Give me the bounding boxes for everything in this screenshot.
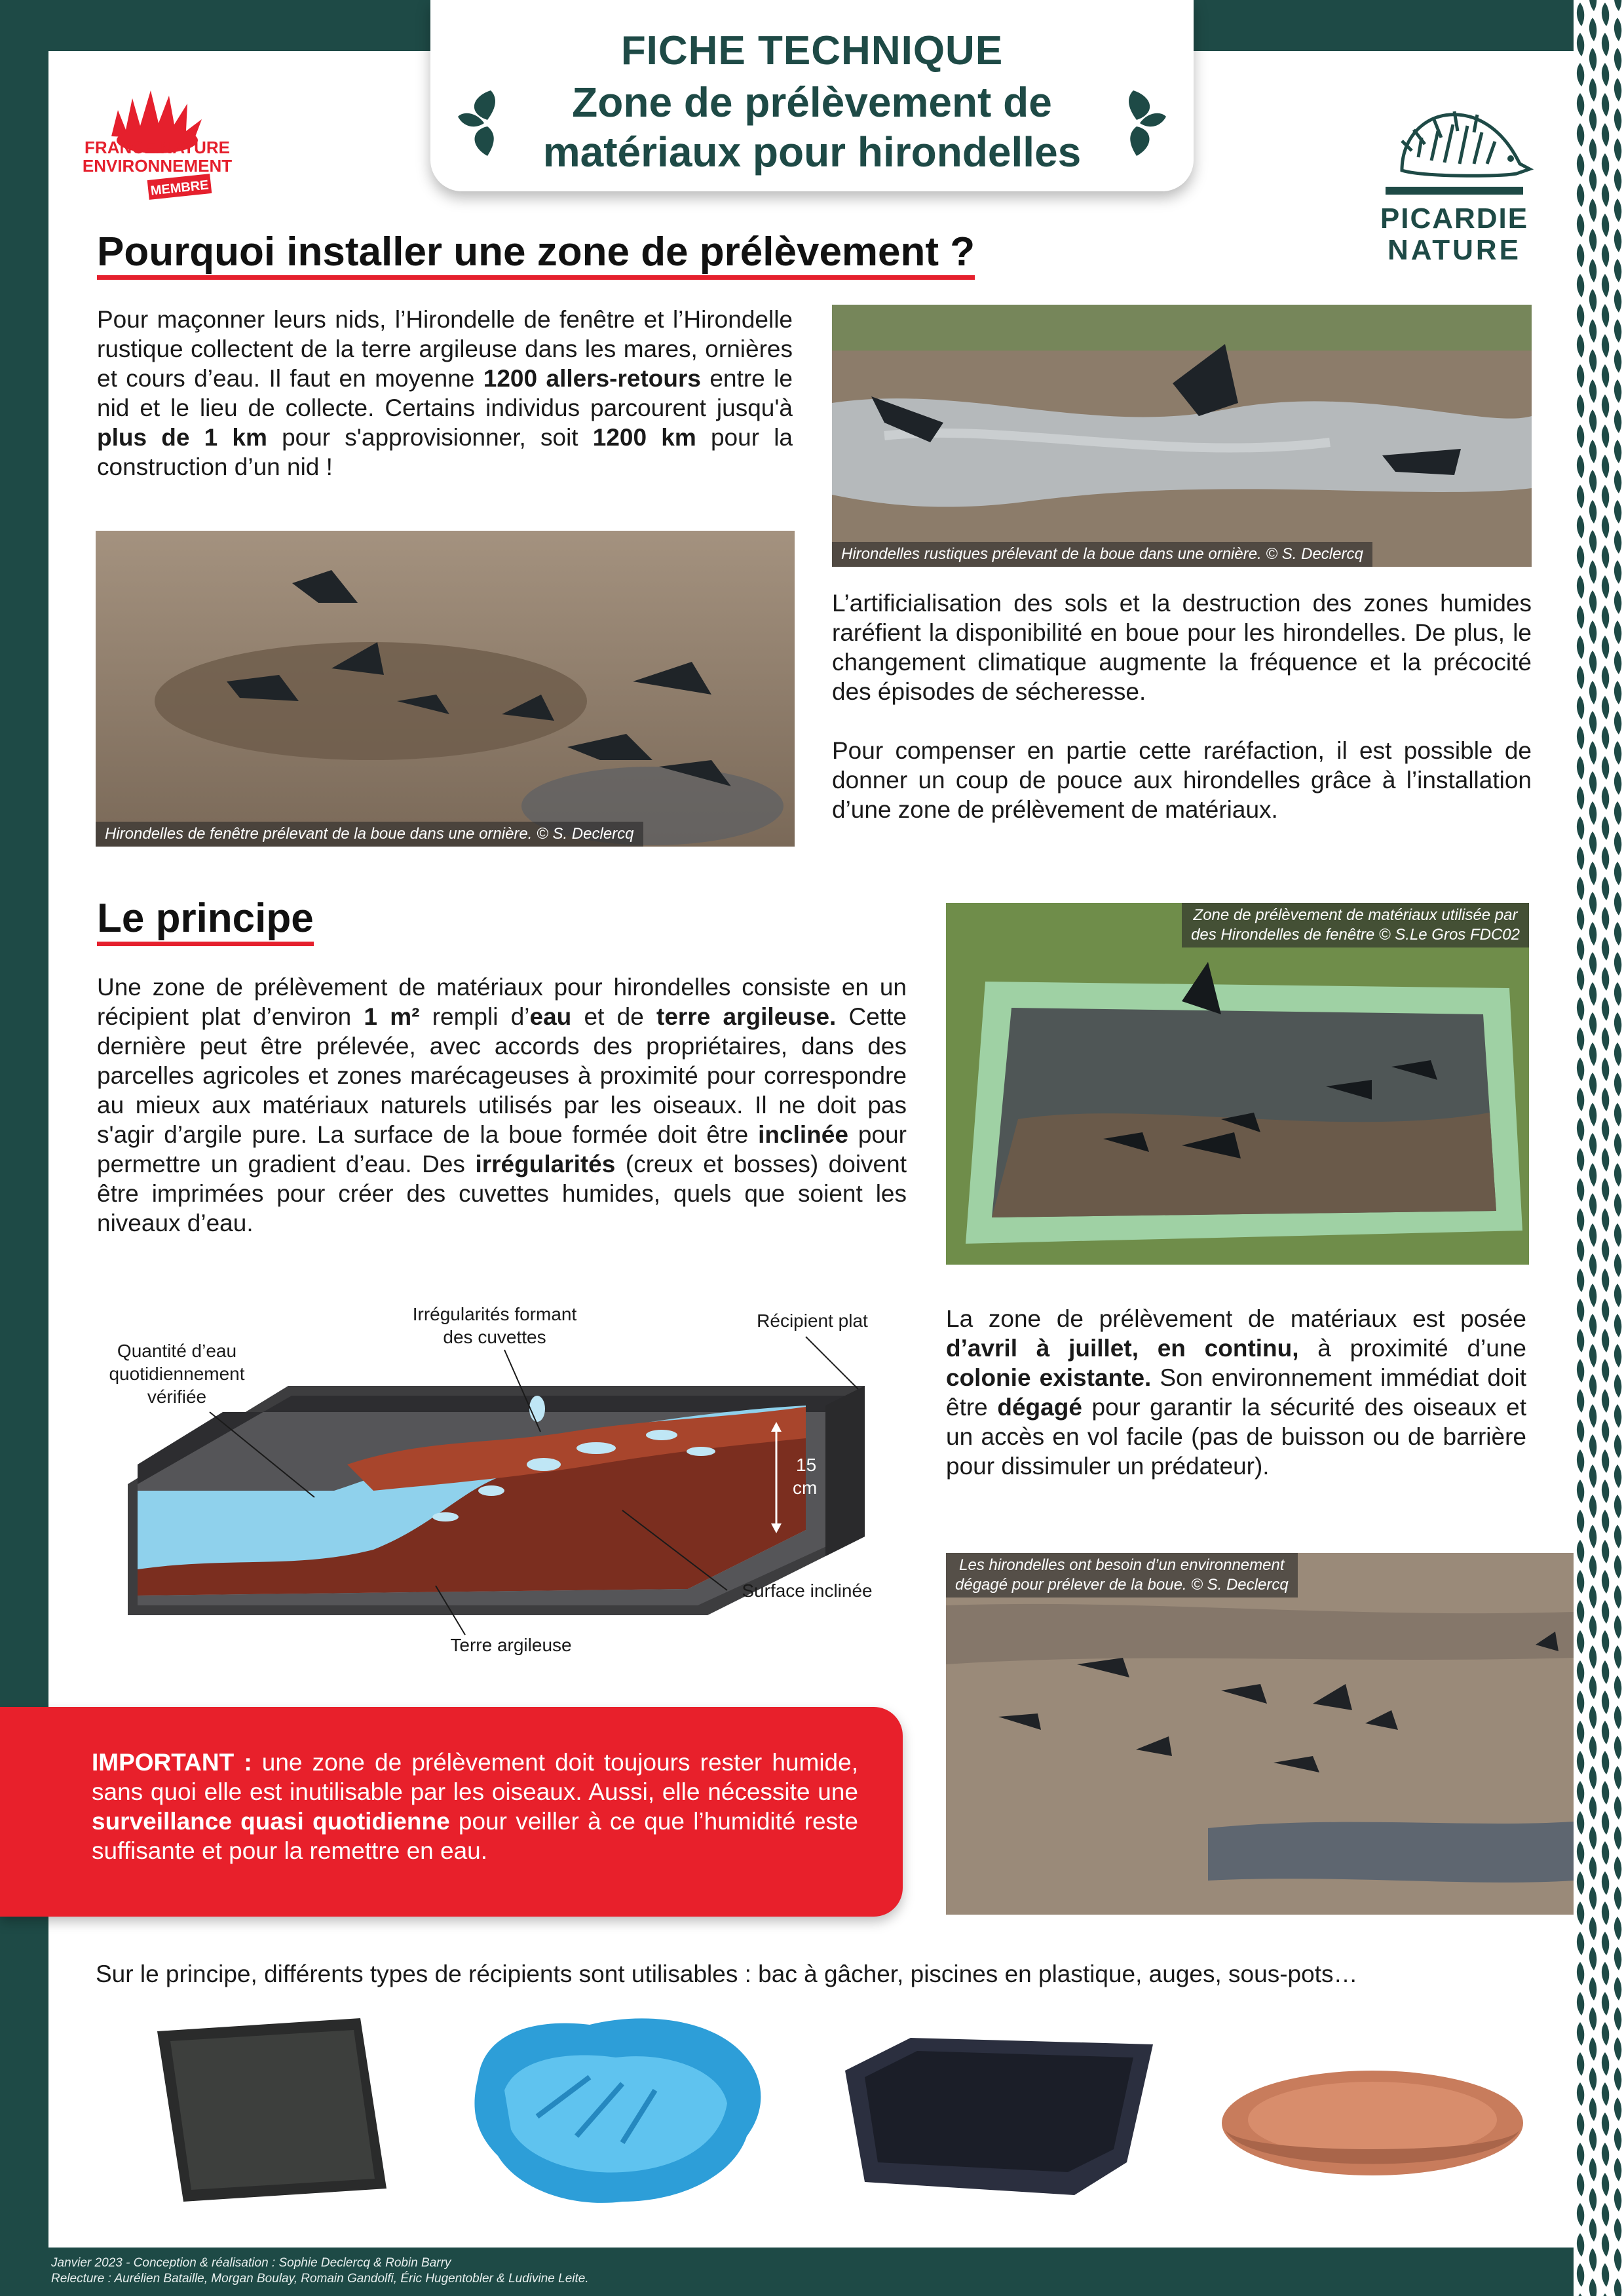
- photo-barn-swallows: [832, 305, 1532, 567]
- important-text: [92, 1748, 858, 1866]
- plastic-pool-image: [459, 2005, 773, 2215]
- important-text-run: surveillance quasi quotidienne: [92, 1808, 450, 1835]
- placement-paragraph-run: La zone de prélèvement de matériaux est posée: [946, 1305, 1526, 1332]
- photo-tray-in-use-image: [946, 903, 1529, 1265]
- compensation-paragraph: [832, 736, 1532, 824]
- mixing-tray-image: [144, 2012, 393, 2208]
- diagram-label-recipient: Récipient plat: [757, 1311, 868, 1331]
- photo-caption-tray: [1182, 903, 1529, 947]
- tray-diagram: [98, 1294, 904, 1671]
- principle-paragraph-run: et de: [571, 1003, 657, 1030]
- title-card: [430, 0, 1194, 191]
- principle-paragraph-run: Une zone de prélèvement de matériaux pour hirondelles consiste en un récipient plat d’environ: [97, 974, 907, 1030]
- caption-open-line1: Les hirondelles ont besoin d’un environnement: [959, 1556, 1285, 1574]
- pn-line1: PICARDIE: [1380, 202, 1529, 235]
- principle-paragraph-run: rempli d’: [419, 1003, 530, 1030]
- diagram-label-irregularities-1: Irrégularités formant: [412, 1304, 577, 1324]
- photo-caption-open: [946, 1553, 1298, 1598]
- tray-diagram-svg: [98, 1294, 904, 1671]
- principle-paragraph-run: (creux et bosses) doivent être imprimées pour créer des cuvettes humides, quels que soient les niveaux d’eau.: [97, 1151, 907, 1236]
- intro-paragraph-run: 1200 km: [592, 424, 696, 451]
- photo-open-environment-image: [946, 1553, 1574, 1915]
- intro-paragraph: [97, 305, 793, 482]
- caption-open-line2: dégagé pour prélever de la boue. © S. Declercq: [955, 1576, 1289, 1594]
- plant-saucer-image: [1218, 2064, 1526, 2195]
- photo-caption-left: Hirondelles de fenêtre prélevant de la boue dans une ornière. © S. Declercq: [96, 822, 643, 847]
- placement-paragraph-run: pour garantir la sécurité des oiseaux et un accès en vol facile (pas de buisson ou de barrière pour dissimuler un prédateur).: [946, 1394, 1526, 1480]
- title-kicker: FICHE TECHNIQUE: [620, 28, 1004, 73]
- diagram-label-slope: Surface inclinée: [742, 1580, 873, 1601]
- important-text-run: une zone de prélèvement doit toujours rester humide, sans quoi elle est inutilisable par les oiseaux. Aussi, elle nécessite une: [92, 1749, 858, 1805]
- caption-tray-line1: Zone de prélèvement de matériaux utilisée par: [1193, 906, 1518, 924]
- fne-line2: ENVIRONNEMENT: [82, 156, 233, 176]
- footer-line-2: Relecture : Aurélien Bataille, Morgan Boulay, Romain Gandolfi, Éric Hugentobler & Ludivine Leite.: [51, 2272, 589, 2286]
- intro-paragraph-run: pour la construction d’un nid !: [97, 424, 793, 480]
- placement-paragraph-run: d’avril à juillet, en continu,: [946, 1335, 1299, 1362]
- intro-paragraph-run: plus de 1 km: [97, 424, 267, 451]
- principle-paragraph-run: 1 m²: [364, 1003, 420, 1030]
- pn-line2: NATURE: [1387, 234, 1522, 266]
- diagram-depth-value: 15: [796, 1455, 817, 1475]
- diagram-label-irregularities-2: des cuvettes: [443, 1327, 546, 1347]
- important-text-run: IMPORTANT :: [92, 1749, 252, 1776]
- hedgehog-icon: [1382, 92, 1533, 269]
- placement-paragraph: [946, 1304, 1526, 1481]
- photo-house-martins: [96, 531, 795, 847]
- photo-barn-swallows-image: [832, 305, 1532, 567]
- principle-paragraph-run: eau: [529, 1003, 572, 1030]
- important-text-run: pour veiller à ce que l’humidité reste suffisante et pour la remettre en eau.: [92, 1808, 858, 1864]
- principle-paragraph-run: terre argileuse.: [656, 1003, 837, 1030]
- footer-line-1: Janvier 2023 - Conception & réalisation : Sophie Declercq & Robin Barry: [51, 2256, 451, 2270]
- photo-house-martins-image: [96, 531, 795, 847]
- scarcity-paragraph-run: L’artificialisation des sols et la destruction des zones humides raréfient la disponibilité en boue pour les hirondelles. De plus, le changement climatique augmente la fréquence et la précocité des épisodes de sécheresse.: [832, 590, 1532, 705]
- caption-tray-line2: des Hirondelles de fenêtre © S.Le Gros FDC02: [1191, 926, 1520, 944]
- photo-tray-in-use: [946, 903, 1529, 1265]
- placement-paragraph-run: colonie existante.: [946, 1364, 1152, 1391]
- placement-paragraph-run: Son environnement immédiat doit être: [946, 1364, 1526, 1421]
- intro-paragraph-run: 1200 allers-retours: [483, 365, 701, 392]
- title-line-1: Zone de prélèvement de: [572, 79, 1052, 126]
- photo-caption-right: Hirondelles rustiques prélevant de la boue dans une ornière. © S. Declercq: [832, 542, 1372, 567]
- intro-paragraph-run: pour s'approvisionner, soit: [267, 424, 593, 451]
- mortar-trough-image: [839, 2031, 1160, 2202]
- principle-paragraph-run: Cette dernière peut être prélevée, avec accords des propriétaires, dans des parcelles agricoles et zones marécageuses à proximité pour correspondre au mieux aux matériaux naturels utilisés par les oiseaux. Il ne doit pas s'agir d’argile pure. La surface de la boue formée doit être: [97, 1003, 907, 1148]
- scarcity-paragraph: [832, 588, 1532, 706]
- fne-line1: FRANCE NATURE: [85, 138, 230, 157]
- intro-paragraph-run: entre le nid et le lieu de collecte. Certains individus parcourent jusqu'à: [97, 365, 793, 421]
- principle-paragraph-run: irrégularités: [475, 1151, 616, 1177]
- title-line-2: matériaux pour hirondelles: [542, 128, 1082, 176]
- diagram-label-clay: Terre argileuse: [450, 1635, 572, 1655]
- compensation-paragraph-run: Pour compenser en partie cette raréfaction, il est possible de donner un coup de pouce aux hirondelles grâce à l’installation d’une zone de prélèvement de matériaux.: [832, 737, 1532, 823]
- principle-paragraph-run: pour permettre un gradient d’eau. Des: [97, 1121, 907, 1177]
- diagram-label-water-2: quotidiennement: [109, 1364, 245, 1384]
- decorative-leaf-strip: [1574, 0, 1624, 2296]
- diagram-label-water-1: Quantité d’eau: [117, 1341, 237, 1361]
- principle-paragraph-run: inclinée: [758, 1121, 848, 1148]
- diagram-label-water-3: vérifiée: [147, 1387, 207, 1407]
- intro-paragraph-run: Pour maçonner leurs nids, l’Hirondelle de fenêtre et l’Hirondelle rustique collectent de la terre argileuse dans les mares, ornières et cours d’eau. Il faut en moyenne: [97, 306, 793, 392]
- photo-open-environment: [946, 1553, 1574, 1915]
- fne-badge: MEMBRE: [149, 178, 210, 199]
- fne-logo: [82, 84, 233, 208]
- footer-credits: [51, 2255, 589, 2287]
- leaf-pattern: [1574, 0, 1624, 2296]
- page-title: [430, 77, 1194, 177]
- leaf-right-icon: [1120, 84, 1173, 163]
- placement-paragraph-run: à proximité d’une: [1298, 1335, 1526, 1362]
- diagram-depth-unit: cm: [793, 1478, 818, 1498]
- section-heading-principle: Le principe: [97, 896, 314, 946]
- leaf-left-icon: [451, 84, 504, 163]
- picardie-nature-logo: [1382, 92, 1533, 269]
- placement-paragraph-run: dégagé: [997, 1394, 1082, 1421]
- section-heading-why: Pourquoi installer une zone de prélèvement ?: [97, 229, 975, 280]
- important-callout: [0, 1707, 903, 1917]
- fne-hedgehog-icon: [82, 84, 233, 208]
- containers-intro: Sur le principe, différents types de récipients sont utilisables : bac à gâcher, piscines en plastique, auges, sous-pots…: [96, 1961, 1358, 1987]
- principle-paragraph: [97, 972, 907, 1238]
